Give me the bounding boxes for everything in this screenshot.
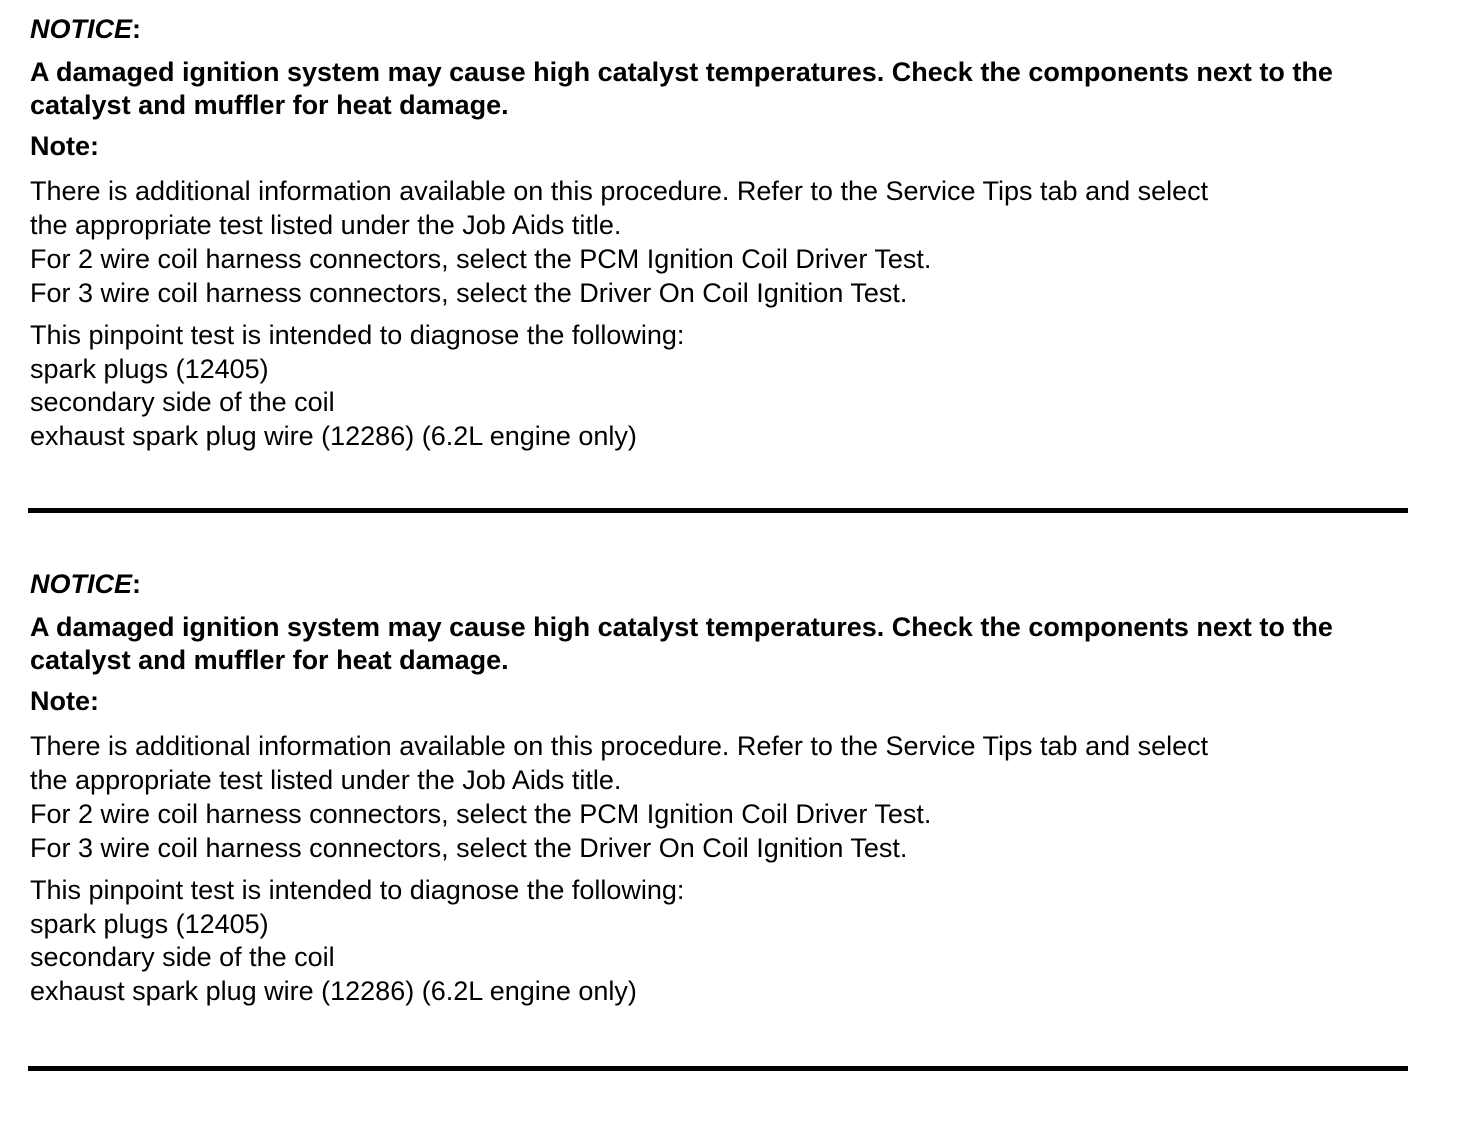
note-line: There is additional information available on this procedure. Refer to the Service Tips tab and select	[30, 176, 1209, 206]
notice-text: A damaged ignition system may cause high catalyst temperatures. Check the components next to the catalyst and muffler for heat damage.	[30, 57, 1333, 120]
note-line: For 2 wire coil harness connectors, select the PCM Ignition Coil Driver Test.	[30, 799, 932, 829]
diagnosis-targets	[30, 319, 1410, 453]
section-divider	[28, 508, 1408, 513]
target-item: secondary side of the coil	[30, 387, 335, 417]
note-line: For 2 wire coil harness connectors, select the PCM Ignition Coil Driver Test.	[30, 244, 932, 274]
note-line: the appropriate test listed under the Job Aids title.	[30, 210, 622, 240]
note-heading: Note:	[30, 686, 99, 716]
notice-section	[30, 12, 1410, 453]
notice-colon: :	[132, 569, 142, 599]
note-body	[30, 729, 1410, 865]
target-item: spark plugs (12405)	[30, 908, 269, 939]
target-item: exhaust spark plug wire (12286) (6.2L engine only)	[30, 975, 637, 1006]
notice-text: A damaged ignition system may cause high catalyst temperatures. Check the components next to the catalyst and muffler for heat damage.	[30, 612, 1333, 675]
notice-label: NOTICE	[30, 569, 133, 599]
note-heading: Note:	[30, 131, 99, 161]
notice-colon: :	[132, 14, 142, 44]
section-divider	[28, 1066, 1408, 1071]
targets-intro: This pinpoint test is intended to diagnose the following:	[30, 320, 685, 350]
notice-heading	[30, 12, 1410, 46]
notice-heading	[30, 567, 1410, 601]
note-body	[30, 174, 1410, 310]
target-item: exhaust spark plug wire (12286) (6.2L engine only)	[30, 420, 637, 451]
note-line: For 3 wire coil harness connectors, select the Driver On Coil Ignition Test.	[30, 278, 908, 308]
note-line: For 3 wire coil harness connectors, select the Driver On Coil Ignition Test.	[30, 833, 908, 863]
notice-section	[30, 567, 1410, 1008]
target-item: secondary side of the coil	[30, 942, 335, 972]
targets-intro: This pinpoint test is intended to diagnose the following:	[30, 875, 685, 905]
diagnosis-targets	[30, 874, 1410, 1008]
notice-label: NOTICE	[30, 14, 133, 44]
note-line: There is additional information available on this procedure. Refer to the Service Tips tab and select	[30, 731, 1209, 761]
target-item: spark plugs (12405)	[30, 353, 269, 384]
note-line: the appropriate test listed under the Job Aids title.	[30, 765, 622, 795]
